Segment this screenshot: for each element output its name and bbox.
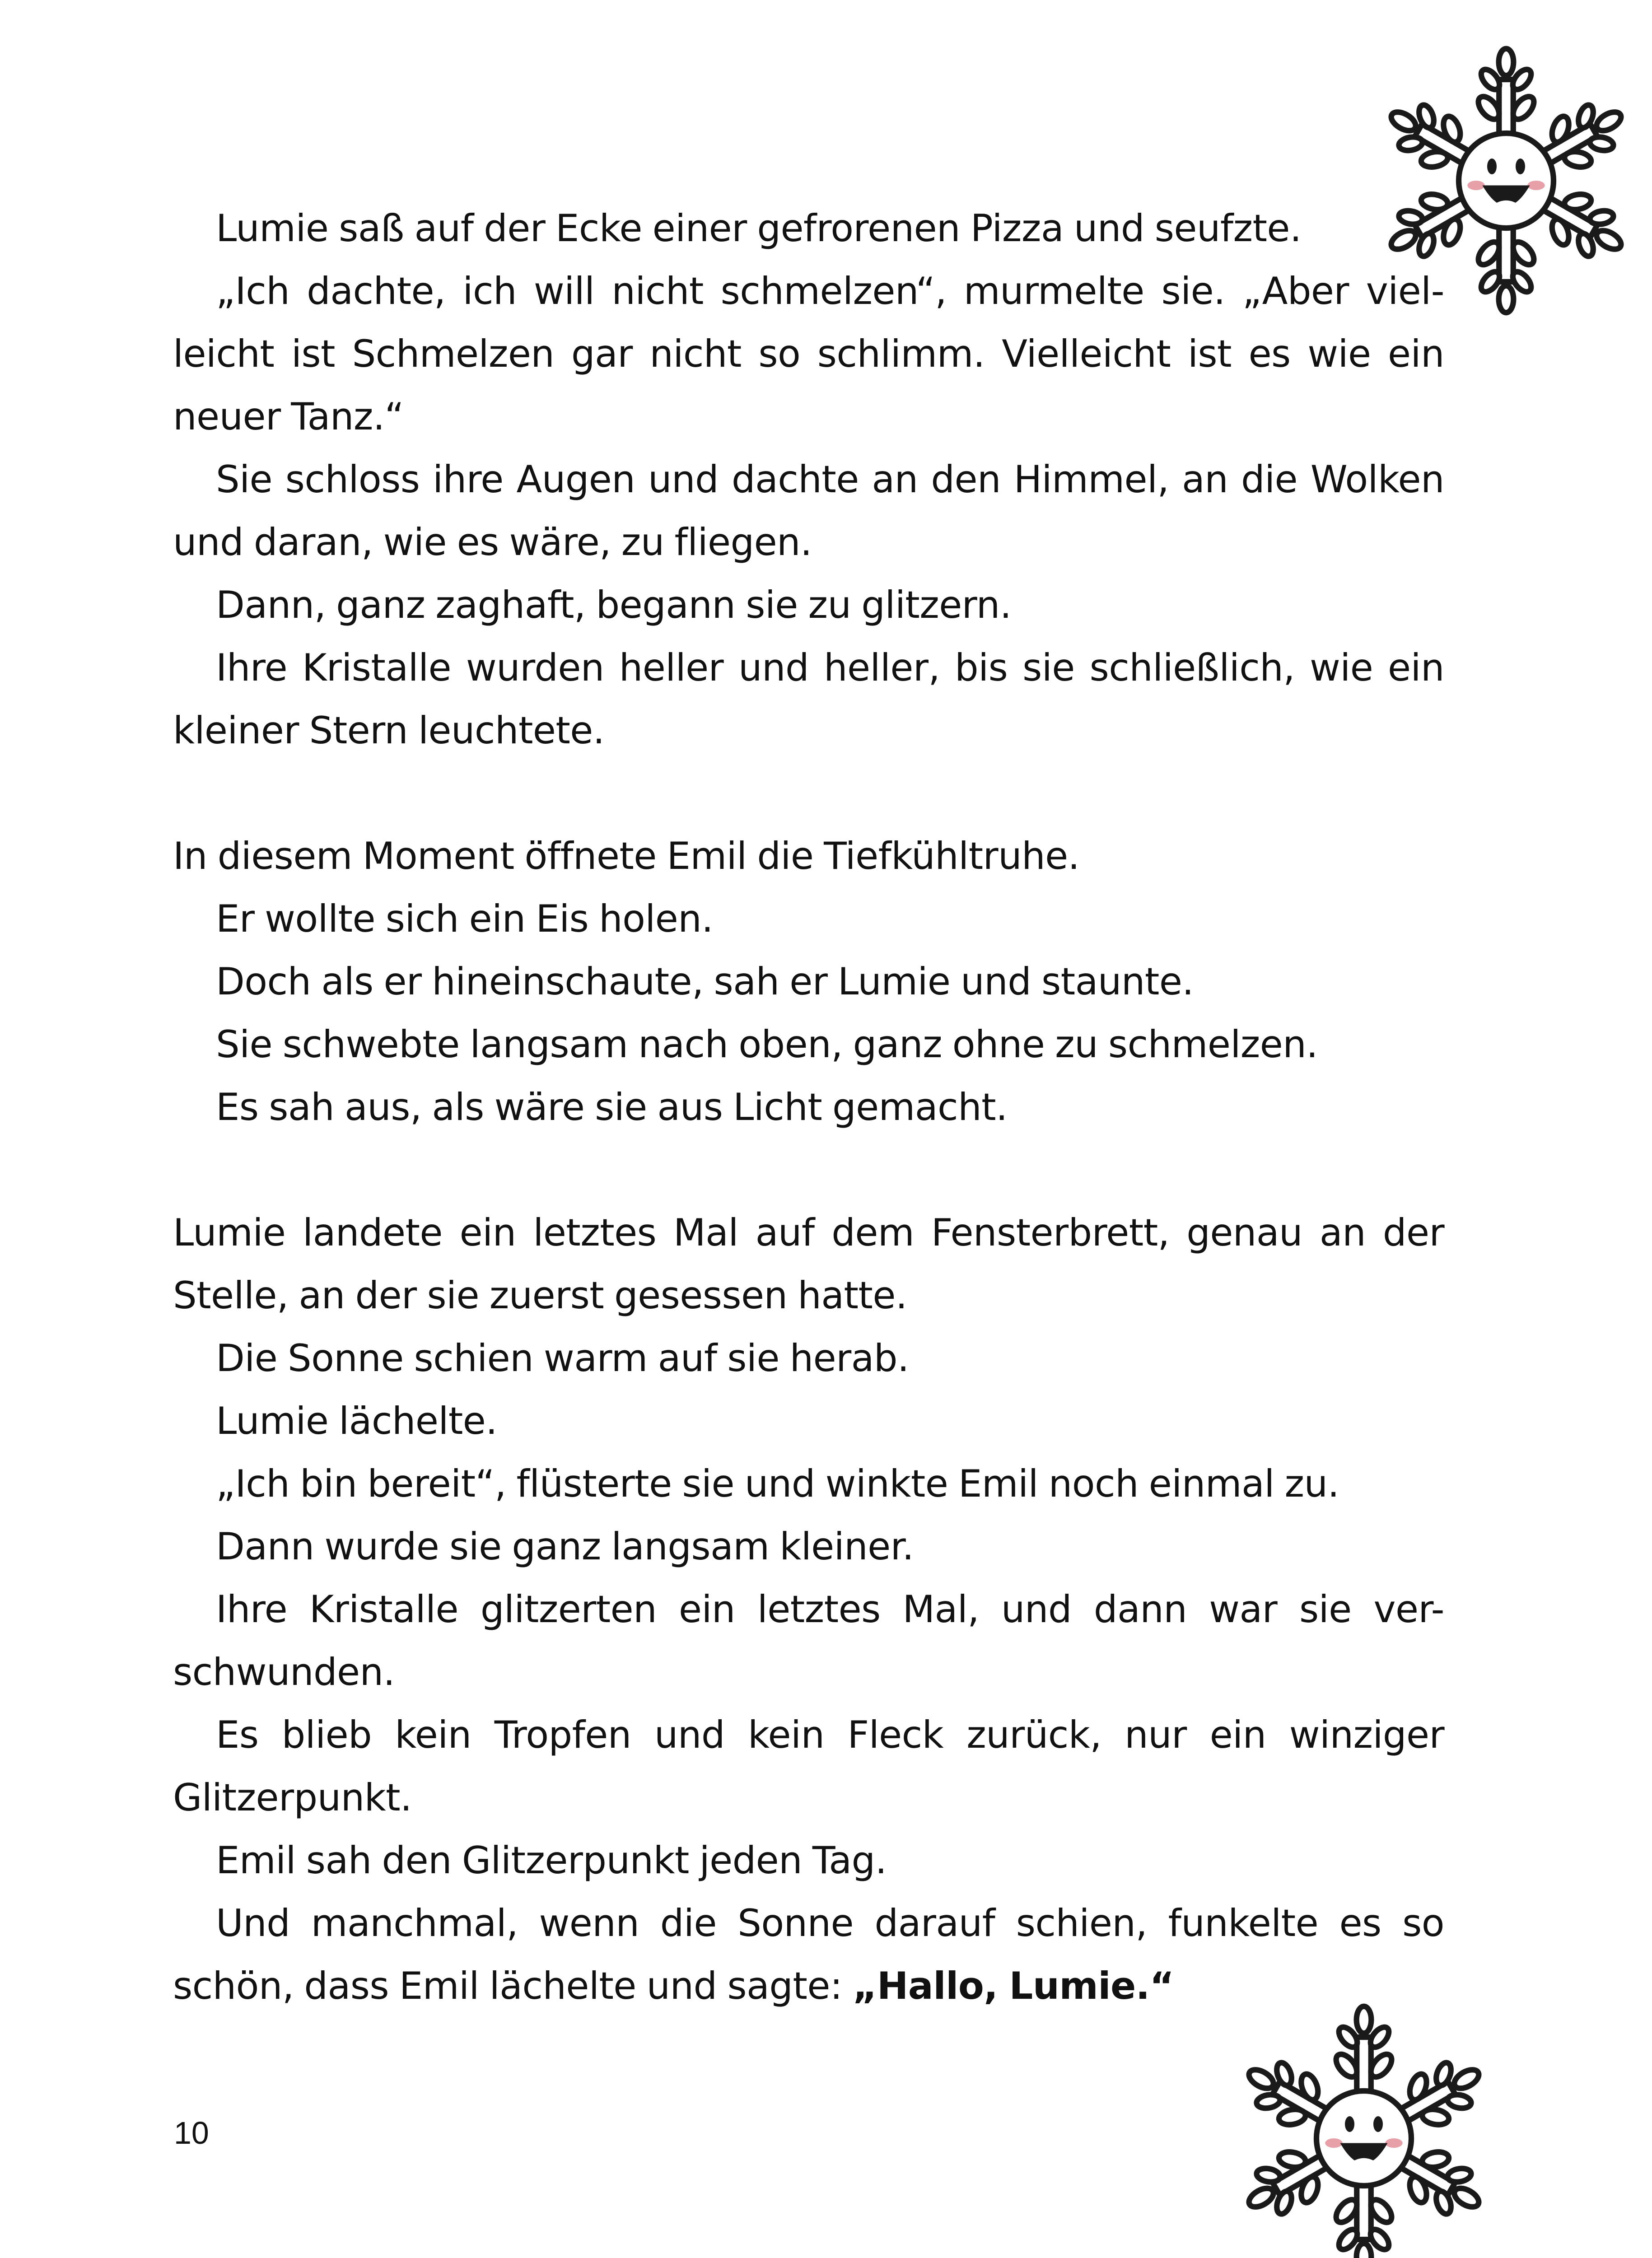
snowflake-svg — [1237, 1996, 1490, 2258]
right-cheek — [1527, 181, 1545, 190]
paragraph: Dann, ganz zaghaft, begann sie zu glitzern. — [216, 583, 1012, 627]
paragraph: Die Sonne schien warm auf sie herab. — [216, 1336, 909, 1380]
snowflake-face — [1459, 133, 1554, 228]
smiling-snowflake-icon — [1380, 38, 1633, 323]
snowflake-arm — [1475, 227, 1538, 313]
page-number: 10 — [174, 2115, 209, 2151]
paragraph: Dann wurde sie ganz langsam kleiner. — [216, 1525, 914, 1568]
paragraph: Lumie saß auf der Ecke einer gefrorenen Pizza und seufzte. — [216, 206, 1302, 250]
right-cheek — [1385, 2138, 1403, 2148]
paragraph: Lumie lächelte. — [216, 1399, 498, 1443]
snowflake-face — [1316, 2091, 1411, 2186]
left-eye — [1345, 2116, 1354, 2132]
paragraph: Ihre Kristalle wurden heller und heller, bis sie schließlich, wie ein kleiner Stern leuchtete. — [173, 646, 1444, 752]
smiling-snowflake-icon — [1237, 1996, 1490, 2258]
paragraph: Emil sah den Glitzerpunkt jeden Tag. — [216, 1838, 887, 1882]
paragraph: „Ich dachte, ich will nicht schmelzen“, murmelte sie. „Aber viel-leicht ist Schmelzen gar nicht so schlimm. Vielleicht ist es wie ein neuer Tanz.“ — [173, 269, 1444, 439]
paragraph: Sie schloss ihre Augen und dachte an den Himmel, an die Wolken und daran, wie es wäre, zu fliegen. — [173, 457, 1444, 564]
paragraph: Doch als er hineinschaute, sah er Lumie und staunte. — [216, 960, 1194, 1003]
snowflake-arm — [1332, 2184, 1395, 2258]
snowflake-svg — [1380, 38, 1633, 323]
paragraph: Ihre Kristalle glitzerten ein letztes Mal, und dann war sie ver-schwunden. — [173, 1587, 1444, 1694]
left-cheek — [1467, 181, 1485, 190]
paragraph: In diesem Moment öffnete Emil die Tiefkühltruhe. — [173, 834, 1080, 878]
paragraph: Es sah aus, als wäre sie aus Licht gemacht. — [216, 1085, 1008, 1129]
paragraph: Lumie landete ein letztes Mal auf dem Fensterbrett, genau an der Stelle, an der sie zuerst gesessen hatte. — [173, 1211, 1444, 1317]
left-eye — [1487, 159, 1497, 174]
right-eye — [1373, 2116, 1383, 2132]
snowflake-arm — [1332, 2006, 1395, 2093]
closing-greeting: „Hallo, Lumie.“ — [852, 1964, 1174, 2008]
snowflake-arm — [1475, 49, 1538, 135]
left-cheek — [1325, 2138, 1343, 2148]
paragraph: „Ich bin bereit“, flüsterte sie und winkte Emil noch einmal zu. — [216, 1462, 1339, 1506]
paragraph: Es blieb kein Tropfen und kein Fleck zurück, nur ein winziger Glitzerpunkt. — [173, 1713, 1444, 1819]
right-eye — [1516, 159, 1525, 174]
paragraph: Er wollte sich ein Eis holen. — [216, 897, 713, 941]
paragraph-text: Und manchmal, wenn die Sonne darauf schien, funkelte es so schön, dass Emil lächelte und sagte: — [173, 1901, 1444, 2008]
story-text — [173, 197, 1444, 2017]
paragraph: Sie schwebte langsam nach oben, ganz ohne zu schmelzen. — [216, 1022, 1318, 1066]
